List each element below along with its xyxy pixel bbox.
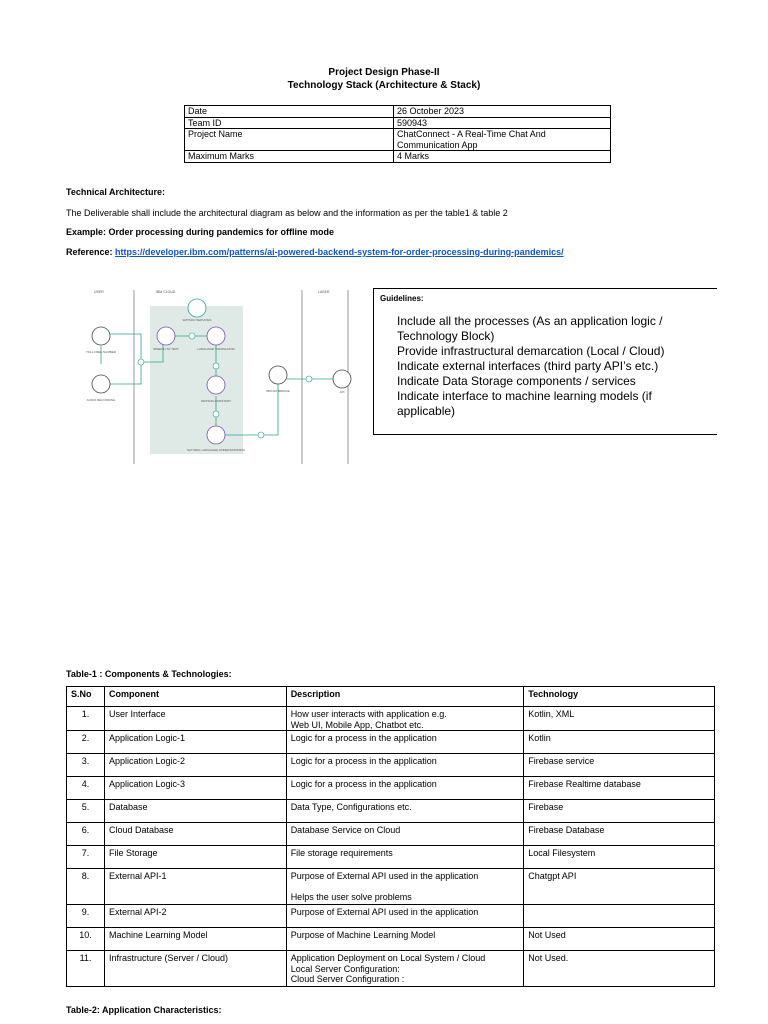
cell-description: Purpose of External API used in the application [286, 905, 524, 928]
cell-technology: Not Used [524, 928, 715, 951]
info-value: 26 October 2023 [394, 106, 611, 118]
info-row [185, 129, 611, 151]
microphone-icon [92, 375, 110, 393]
phone-call-icon [92, 327, 110, 345]
cell-description: Data Type, Configurations etc. [286, 800, 524, 823]
cell-component: User Interface [104, 707, 286, 731]
cell-sno: 6. [67, 823, 105, 846]
cell-component: External API-1 [104, 869, 286, 905]
guideline-item: Indicate external interfaces (third party API’s etc.) [397, 359, 659, 373]
table-row [67, 905, 715, 928]
document-icon [207, 376, 225, 394]
tech-arch-heading: Technical Architecture: [66, 187, 166, 197]
node-label: SPEECH TO TEXT [153, 347, 179, 351]
cell-component: External API-2 [104, 905, 286, 928]
node-label: API [339, 390, 345, 394]
node-label: WATSON SERVICES [182, 318, 212, 322]
header-description: Description [286, 687, 524, 707]
cell-technology [524, 905, 715, 928]
cell-technology: Chatgpt API [524, 869, 715, 905]
nlu-icon [207, 426, 225, 444]
reference-link[interactable]: https://developer.ibm.com/patterns/ai-powered-backend-system-for-order-processing-during-pandemics/ [115, 247, 564, 257]
cell-description: Logic for a process in the application [286, 754, 524, 777]
api-bridge-icon [269, 366, 287, 384]
zone-cloud-label: IBM CLOUD [156, 290, 176, 294]
reference-label: Reference: [66, 247, 113, 257]
deliverable-text: The Deliverable shall include the architectural diagram as below and the information as per the table1 & table 2 [66, 208, 508, 218]
table1-title: Table-1 : Components & Technologies: [66, 669, 232, 679]
page-subtitle: Technology Stack (Architecture & Stack) [287, 80, 481, 91]
cell-technology: Firebase [524, 800, 715, 823]
step-marker [258, 432, 264, 438]
info-label: Team ID [185, 117, 394, 129]
cell-description: Database Service on Cloud [286, 823, 524, 846]
info-label: Date [185, 106, 394, 118]
cell-sno: 5. [67, 800, 105, 823]
speech-to-text-icon [157, 327, 175, 345]
cell-technology: Firebase Realtime database [524, 777, 715, 800]
cell-technology: Firebase Database [524, 823, 715, 846]
cell-sno: 9. [67, 905, 105, 928]
step-marker [138, 359, 144, 365]
cell-technology: Firebase service [524, 754, 715, 777]
info-table [184, 105, 611, 163]
table-row [67, 823, 715, 846]
node-label: WATSON ASSISTANT [201, 399, 231, 403]
reference-line [66, 246, 564, 258]
cell-sno: 8. [67, 869, 105, 905]
guideline-item: Provide infrastructural demarcation (Local / Cloud) [397, 344, 665, 358]
cell-sno: 4. [67, 777, 105, 800]
zone-laser-label: LASER [318, 290, 330, 294]
cell-component: Machine Learning Model [104, 928, 286, 951]
info-value: 4 Marks [394, 151, 611, 163]
table-row [67, 731, 715, 754]
guideline-item: Include all the processes (As an application logic / Technology Block) [397, 314, 663, 343]
browser-icon [333, 370, 351, 388]
language-translator-icon [207, 327, 225, 345]
cell-description: Application Deployment on Local System / Cloud Local Server Configuration: Cloud Server Configuration : [286, 951, 524, 987]
cell-description: Logic for a process in the application [286, 777, 524, 800]
table-row [67, 846, 715, 869]
watson-services-icon [188, 299, 206, 317]
table-row [67, 754, 715, 777]
cell-component: Infrastructure (Server / Cloud) [104, 951, 286, 987]
cell-technology: Local Filesystem [524, 846, 715, 869]
cell-sno: 7. [67, 846, 105, 869]
components-table [66, 686, 715, 987]
cell-description: Purpose of External API used in the application Helps the user solve problems [286, 869, 524, 905]
step-marker [213, 363, 219, 369]
info-row [185, 151, 611, 163]
architecture-diagram [66, 284, 366, 466]
cell-description: Purpose of Machine Learning Model [286, 928, 524, 951]
guidelines-list [397, 314, 697, 419]
cell-component: Application Logic-2 [104, 754, 286, 777]
cell-component: Application Logic-1 [104, 731, 286, 754]
info-value: 590943 [394, 117, 611, 129]
cell-component: Cloud Database [104, 823, 286, 846]
node-label: IBM API BRIDGE [266, 389, 290, 393]
info-row [185, 117, 611, 129]
node-label: NATURAL LANGUAGE UNDERSTANDING [187, 448, 245, 452]
cell-sno: 1. [67, 707, 105, 731]
header-technology: Technology [524, 687, 715, 707]
cell-technology: Kotlin, XML [524, 707, 715, 731]
node-label: TOLL FREE NUMBER [85, 350, 117, 354]
cell-description: Logic for a process in the application [286, 731, 524, 754]
info-label: Project Name [185, 129, 394, 151]
table2-title: Table-2: Application Characteristics: [66, 1005, 222, 1015]
table-row [67, 928, 715, 951]
guidelines-title: Guidelines: [380, 294, 424, 303]
cell-component: File Storage [104, 846, 286, 869]
table-row [67, 707, 715, 731]
page-title: Project Design Phase-II [328, 67, 440, 78]
guideline-item: Indicate Data Storage components / services [397, 374, 636, 388]
header-component: Component [104, 687, 286, 707]
header-sno: S.No [67, 687, 105, 707]
table-row [67, 800, 715, 823]
node-label: LANGUAGE TRANSLATOR [197, 347, 235, 351]
step-marker [213, 411, 219, 417]
step-marker [189, 333, 195, 339]
cell-description: How user interacts with application e.g. Web UI, Mobile App, Chatbot etc. [286, 707, 524, 731]
guideline-item: Indicate interface to machine learning models (if applicable) [397, 389, 652, 418]
table-row [67, 869, 715, 905]
zone-user-label: USER [94, 290, 104, 294]
info-label: Maximum Marks [185, 151, 394, 163]
info-value: ChatConnect - A Real-Time Chat And Communication App [394, 129, 611, 151]
cell-sno: 10. [67, 928, 105, 951]
cell-component: Application Logic-3 [104, 777, 286, 800]
cell-sno: 11. [67, 951, 105, 987]
step-marker [306, 376, 312, 382]
cell-component: Database [104, 800, 286, 823]
cell-technology: Not Used. [524, 951, 715, 987]
table-row [67, 777, 715, 800]
guidelines-box [373, 288, 717, 435]
table-header-row [67, 687, 715, 707]
table-row [67, 951, 715, 987]
info-row [185, 106, 611, 118]
node-label: AUDIO RECORDING [86, 398, 116, 402]
cell-description: File storage requirements [286, 846, 524, 869]
cell-sno: 3. [67, 754, 105, 777]
cell-technology: Kotlin [524, 731, 715, 754]
cell-sno: 2. [67, 731, 105, 754]
example-text: Example: Order processing during pandemics for offline mode [66, 227, 335, 237]
